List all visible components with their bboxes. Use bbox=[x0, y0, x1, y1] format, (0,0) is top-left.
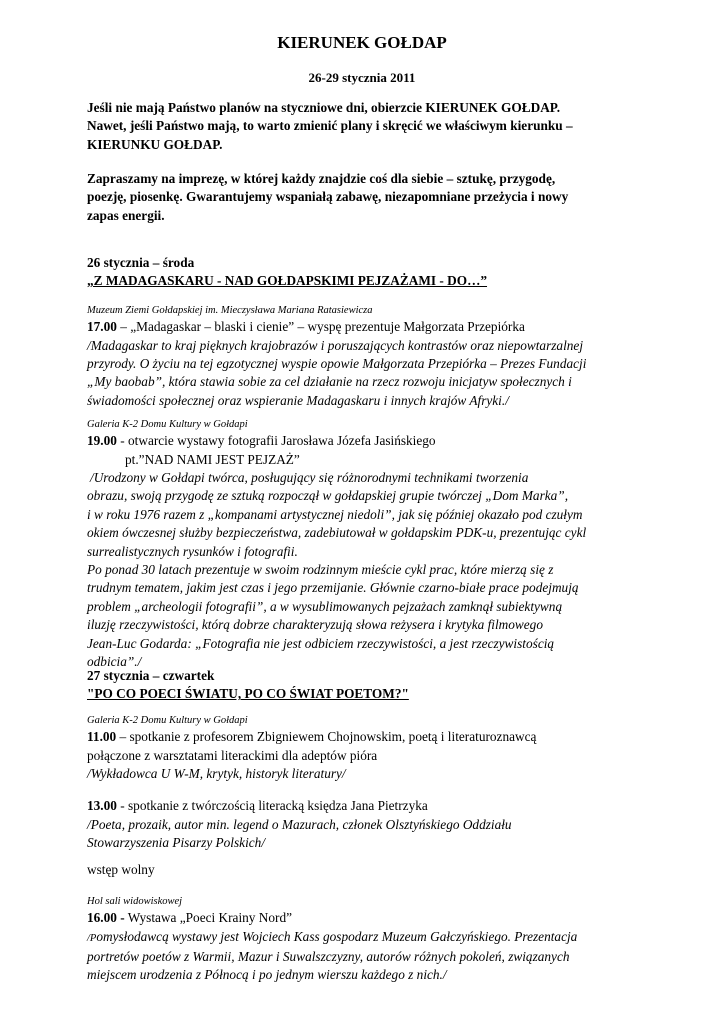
event-desc-line: przyrody. O życiu na tej egzotycznej wyspie opowie Małgorzata Przepiórka – Prezes Fundacji bbox=[87, 355, 587, 371]
event-desc-first: omysłodawcą wystawy jest Wojciech Kass gospodarz Muzeum Gałczyńskiego. Prezentacja bbox=[96, 928, 578, 944]
event-time: 11.00 bbox=[87, 729, 117, 744]
event-desc-prefix: /P bbox=[87, 932, 97, 944]
day1-event-1 bbox=[87, 304, 687, 410]
event-desc-line bbox=[87, 928, 687, 948]
event-desc-line: miejscem urodzenia z Północą i po jednym wierszu każdego z nich./ bbox=[87, 967, 447, 983]
day2-header bbox=[87, 667, 687, 703]
event-title: Wystawa „Poeci Krainy Nord” bbox=[124, 910, 292, 925]
event-desc-line: Stowarzyszenia Pisarzy Polskich/ bbox=[87, 834, 266, 850]
day-heading: 26 stycznia – środa bbox=[87, 255, 195, 270]
day-subtitle: "PO CO POECI ŚWIATU, PO CO ŚWIAT POETOM?" bbox=[87, 686, 409, 701]
day-heading: 27 stycznia – czwartek bbox=[87, 668, 215, 683]
event-desc-line: świadomości społecznej oraz wspieranie Madagaskaru i innych krajów Afryki./ bbox=[87, 392, 509, 408]
event-time: 19.00 bbox=[87, 433, 117, 448]
event-title: - spotkanie z twórczością literacką księdza Jana Pietrzyka bbox=[116, 798, 428, 813]
event-venue: Muzeum Ziemi Gołdapskiej im. Mieczysława Mariana Ratasiewicza bbox=[87, 305, 373, 316]
event-desc-line: Po ponad 30 latach prezentuje w swoim rodzinnym mieście cykl prac, które mierzą się z bbox=[87, 562, 554, 578]
intro-line: poezję, piosenkę. Gwarantujemy wspaniałą zabawę, niezapomniane przeżycia i nowy bbox=[87, 189, 569, 205]
event-title: – spotkanie z profesorem Zbigniewem Chojnowskim, poetą i literaturoznawcą bbox=[116, 729, 537, 744]
event-title: - otwarcie wystawy fotografii Jarosława Józefa Jasińskiego bbox=[116, 433, 436, 448]
event-title-cont: pt.”NAD NAMI JEST PEJZAŻ” bbox=[125, 451, 300, 467]
event-line bbox=[87, 318, 687, 337]
event-desc-line: /Urodzony w Gołdapi twórca, posługujący się różnorodnymi technikami tworzenia bbox=[90, 470, 529, 485]
document-title: KIERUNEK GOŁDAP bbox=[277, 33, 447, 52]
intro-line: KIERUNKU GOŁDAP. bbox=[87, 136, 223, 152]
entry-text: wstęp wolny bbox=[87, 862, 155, 877]
event-venue: Galeria K-2 Domu Kultury w Gołdapi bbox=[87, 419, 248, 430]
intro-paragraph-2 bbox=[87, 170, 687, 225]
event-desc-line: obrazu, swoją przygodę ze sztuką rozpoczął w gołdapskiej grupie twórczej „Dom Marka”, bbox=[87, 488, 569, 504]
event-desc-line: /Poeta, prozaik, autor min. legend o Mazurach, członek Olsztyńskiego Oddziału bbox=[87, 816, 512, 832]
intro-line: Nawet, jeśli Państwo mają, to warto zmienić plany i skręcić we właściwym kierunku – bbox=[87, 118, 573, 134]
event-line bbox=[87, 909, 687, 928]
event-line bbox=[87, 797, 687, 816]
day1-event-2 bbox=[87, 418, 687, 671]
entry-note bbox=[87, 861, 687, 880]
day1-header bbox=[87, 254, 687, 290]
event-desc-line: /Wykładowca U W-M, krytyk, historyk literatury/ bbox=[87, 766, 346, 781]
event-desc-line: odbicia”./ bbox=[87, 654, 142, 670]
event-desc-line: surrealistycznych rysunków i fotografii. bbox=[87, 543, 298, 559]
day2-event-3 bbox=[87, 895, 687, 985]
event-desc-line: iluzję rzeczywistości, którą dobrze charakteryzują słowa reżysera i krytyka filmowego bbox=[87, 617, 543, 633]
intro-line: Zapraszamy na imprezę, w której każdy znajdzie coś dla siebie – sztukę, przygodę, bbox=[87, 171, 556, 186]
intro-line: Jeśli nie mają Państwo planów na styczniowe dni, obierzcie KIERUNEK GOŁDAP. bbox=[87, 100, 561, 115]
event-desc-line: i w roku 1976 razem z „kompanami artystycznej niedoli”, jak się później okazało pod czułym bbox=[87, 506, 583, 522]
day-subtitle: „Z MADAGASKARU - NAD GOŁDAPSKIMI PEJZAŻAMI - DO…” bbox=[87, 273, 488, 288]
day2-event-1 bbox=[87, 714, 687, 783]
event-desc-line: „My baobab”, która stawia sobie za cel działanie na rzecz rozwoju inicjatyw społecznych i bbox=[87, 374, 572, 390]
event-time: 16.00 - bbox=[87, 910, 125, 925]
event-title: – „Madagaskar – blaski i cienie” – wyspę prezentuje Małgorzata Przepiórka bbox=[116, 319, 525, 334]
event-desc-line: /Madagaskar to kraj pięknych krajobrazów i poruszających kontrastów oraz niepowtarzalnej bbox=[87, 337, 584, 353]
event-dates: 26-29 stycznia 2011 bbox=[308, 70, 416, 85]
event-line bbox=[87, 432, 687, 451]
event-line bbox=[87, 728, 687, 747]
event-desc-line: portretów poetów z Warmii, Mazur i Suwalszczyzny, autorów różnych pokoleń, związanych bbox=[87, 948, 570, 964]
event-time: 13.00 bbox=[87, 798, 117, 813]
intro-paragraph-1 bbox=[87, 99, 687, 154]
intro-line: zapas energii. bbox=[87, 207, 165, 223]
day2-event-2 bbox=[87, 797, 687, 852]
event-desc-line: trudnym tematem, jakim jest czas i jego przemijanie. Głównie czarno-białe prace podejmują bbox=[87, 580, 579, 596]
event-venue: Galeria K-2 Domu Kultury w Gołdapi bbox=[87, 715, 248, 726]
event-desc-line: problem „archeologii fotografii”, a w wysublimowanych pejzażach zamknął subiektywną bbox=[87, 598, 563, 614]
event-venue: Hol sali widowiskowej bbox=[87, 896, 183, 907]
event-desc-line: okiem ówczesnej służby bezpieczeństwa, zadebiutował w gołdapskim PDK-u, prezentując cykl bbox=[87, 525, 587, 541]
event-time: 17.00 bbox=[87, 319, 117, 334]
event-title-cont: połączone z warsztatami literackimi dla adeptów pióra bbox=[87, 747, 378, 763]
event-desc-line: Jean-Luc Godarda: „Fotografia nie jest odbiciem rzeczywistości, a jest rzeczywistością bbox=[87, 635, 555, 651]
